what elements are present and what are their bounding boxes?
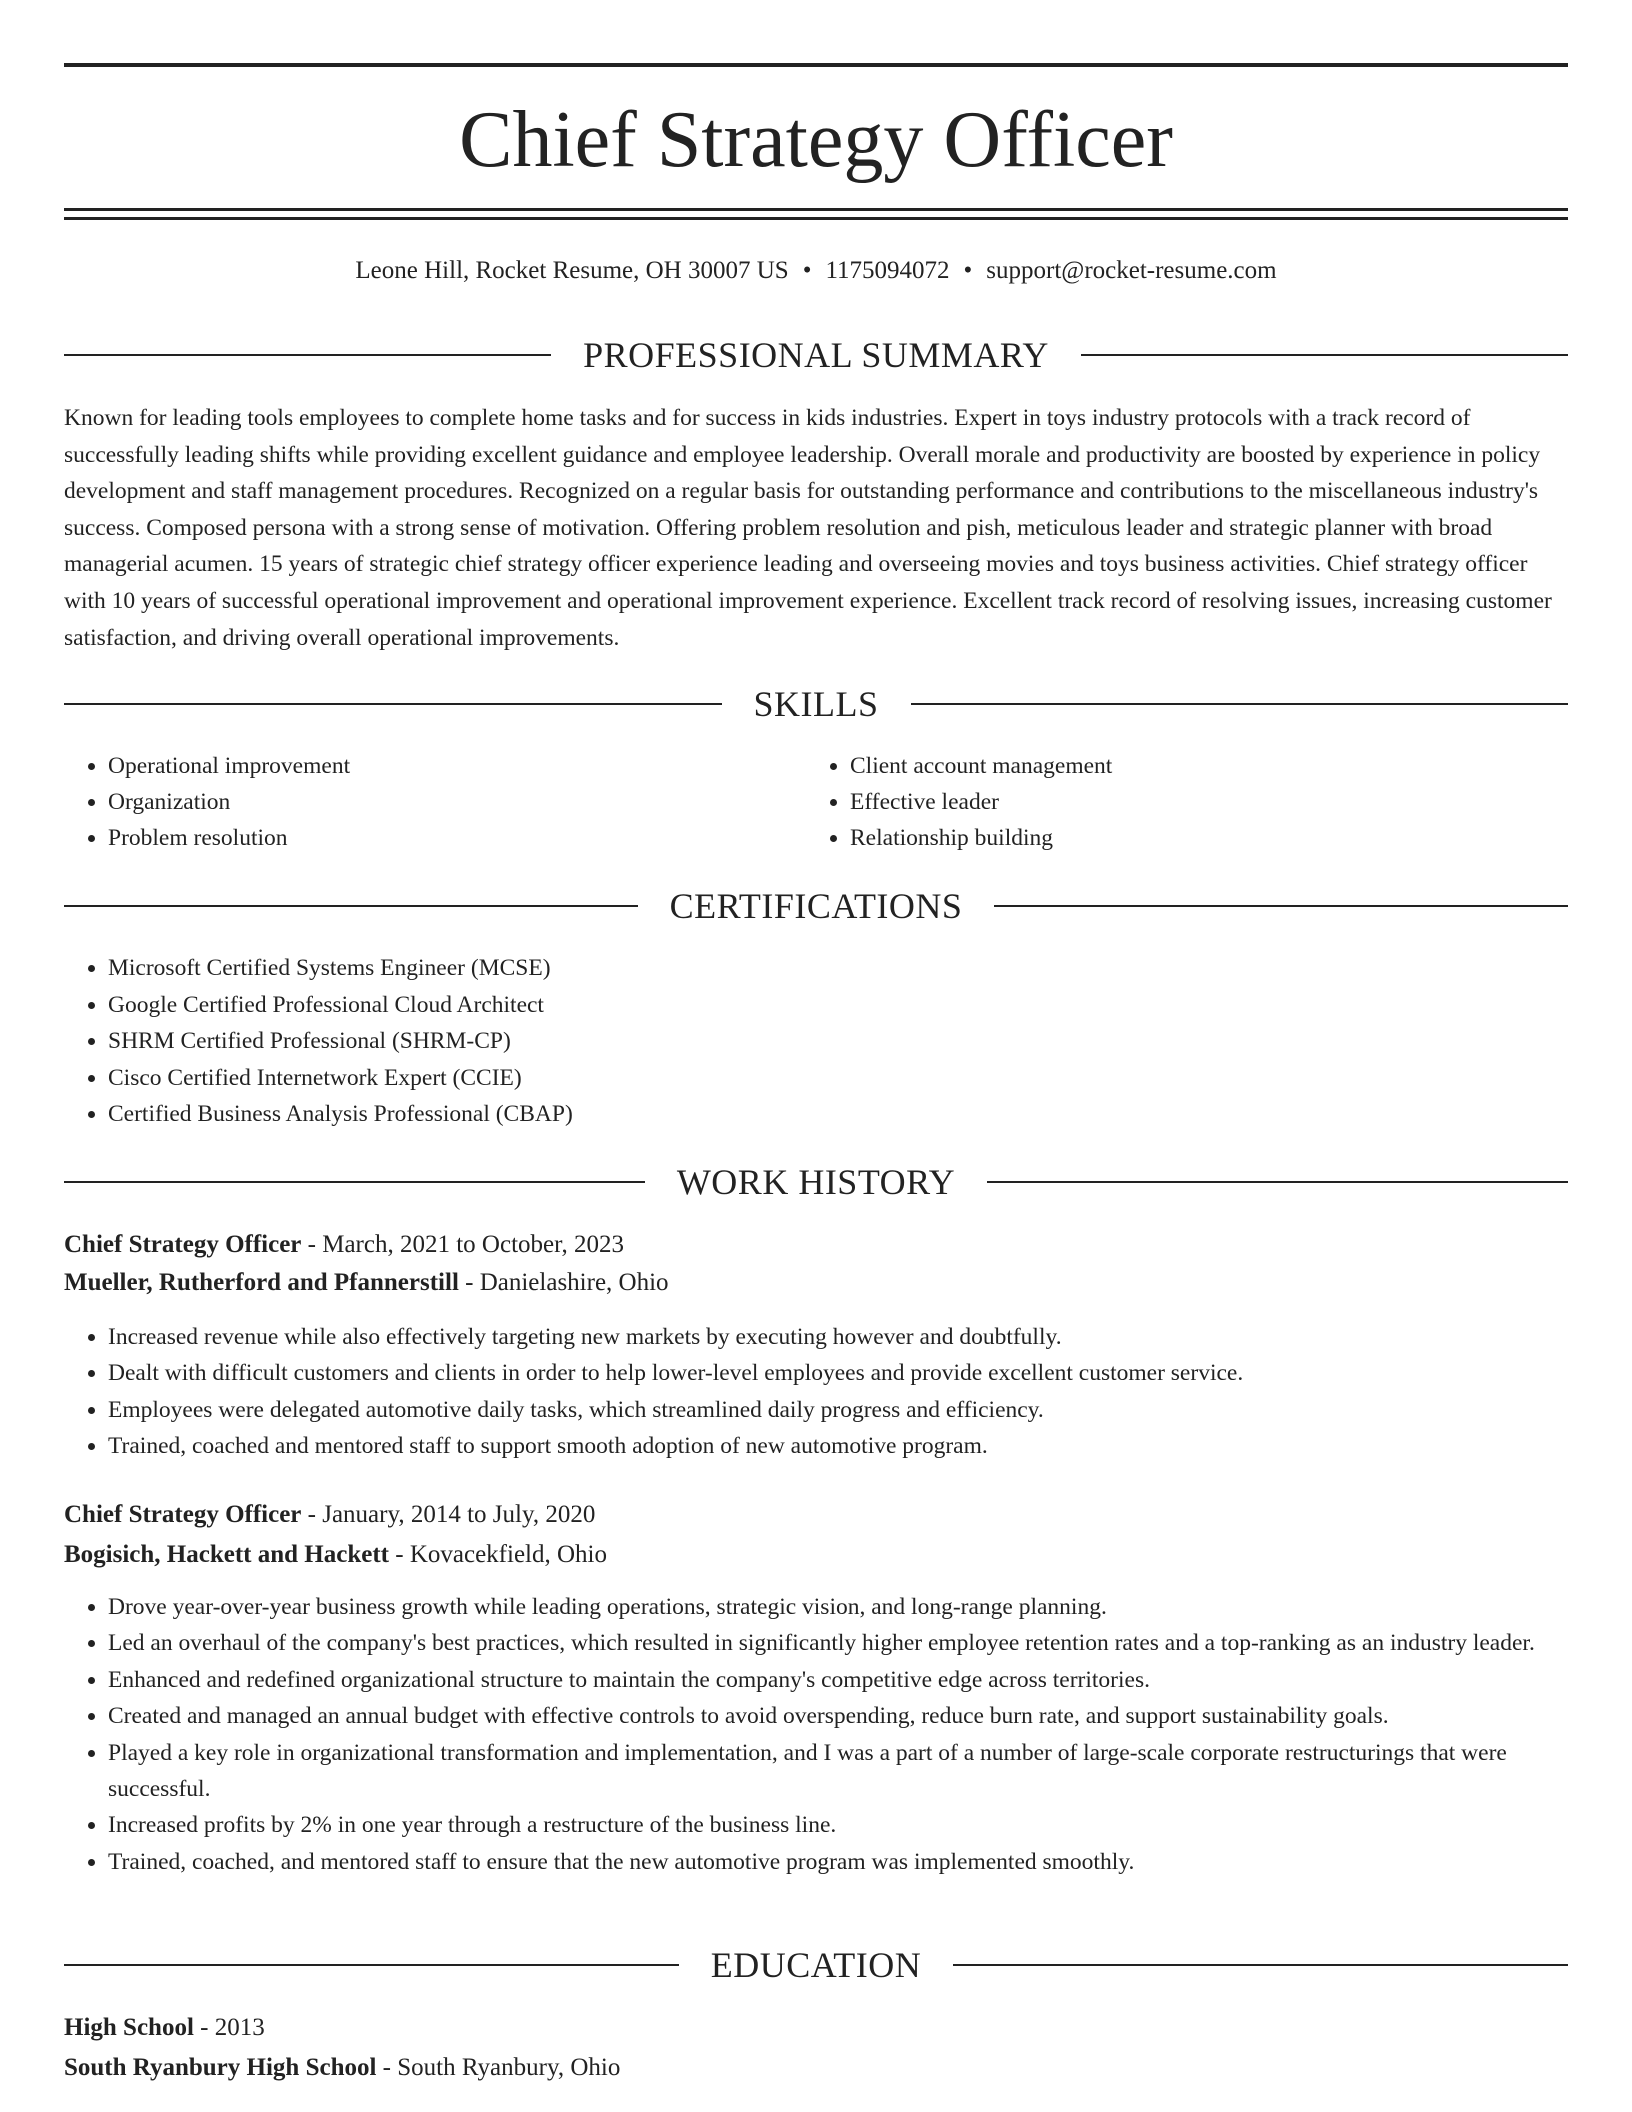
heading-rule xyxy=(1081,354,1568,356)
skills-heading xyxy=(64,682,1568,726)
skill-item: • Client account management xyxy=(850,748,1112,784)
top-rule xyxy=(64,63,1568,67)
job-location: - Danielashire, Ohio xyxy=(458,1269,669,1296)
job-company: Mueller, Rutherford and Pfannerstill xyxy=(64,1269,459,1296)
job-title: Chief Strategy Officer xyxy=(64,1231,302,1258)
contact-phone: 1175094072 xyxy=(825,257,950,284)
heading-rule xyxy=(911,703,1569,705)
education-degree-line xyxy=(64,2010,1568,2046)
job-bullet: • Created and managed an annual budget with effective controls to avoid overspending, reduce burn rate, and support sustainability goals. xyxy=(108,1698,1568,1734)
job-bullet: • Led an overhaul of the company's best practices, which resulted in significantly higher employee retention rates and a top-ranking as an industry leader. xyxy=(108,1625,1568,1661)
heading-rule xyxy=(64,354,551,356)
skill-item: • Relationship building xyxy=(850,820,1112,856)
job-bullet: • Increased revenue while also effectively targeting new markets by executing however and doubtfully. xyxy=(108,1319,1568,1355)
contact-line xyxy=(64,254,1568,288)
skill-item: • Organization xyxy=(108,784,350,820)
job-company-line xyxy=(64,1537,1568,1573)
job-bullet: • Trained, coached and mentored staff to support smooth adoption of new automotive program. xyxy=(108,1428,1568,1464)
summary-heading xyxy=(64,333,1568,377)
skills-right-column xyxy=(806,748,1112,856)
education-heading-label: EDUCATION xyxy=(710,1945,922,1985)
job-title: Chief Strategy Officer xyxy=(64,1501,302,1528)
skills-heading-label: SKILLS xyxy=(753,684,879,724)
contact-separator: • xyxy=(802,257,812,284)
summary-text: Known for leading tools employees to complete home tasks and for success in kids industries. Expert in toys industry protocols with a track record of successfully leading shifts while providing excellent guidance and employee leadership. Overall morale and productivity are boosted by experience in policy development and staff management procedures. Recognized on a regular basis for outstanding performance and contributions to the miscellaneous industry's success. Composed persona with a strong sense of motivation. Offering problem resolution and pish, meticulous leader and strategic planner with broad managerial acumen. 15 years of strategic chief strategy officer experience leading and overseeing movies and toys business activities. Chief strategy officer with 10 years of successful operational improvement and operational improvement experience. Excellent track record of resolving issues, increasing customer satisfaction, and driving overall operational improvements. xyxy=(64,405,1552,651)
job-company: Bogisich, Hackett and Hackett xyxy=(64,1541,389,1568)
contact-separator: • xyxy=(963,257,973,284)
skills-left-column xyxy=(64,748,350,856)
education-year: - 2013 xyxy=(193,2014,265,2041)
job-bullet: • Dealt with difficult customers and clients in order to help lower-level employees and provide excellent customer service. xyxy=(108,1355,1568,1391)
job-company-line xyxy=(64,1265,1568,1301)
job-dates: - January, 2014 to July, 2020 xyxy=(301,1501,596,1528)
job-title-line xyxy=(64,1497,1568,1533)
job-bullet: • Employees were delegated automotive daily tasks, which streamlined daily progress and efficiency. xyxy=(108,1392,1568,1428)
heading-rule xyxy=(987,1181,1568,1183)
heading-rule xyxy=(64,1181,645,1183)
title-double-rule xyxy=(64,208,1568,220)
job-bullet: • Trained, coached, and mentored staff to ensure that the new automotive program was implemented smoothly. xyxy=(108,1844,1568,1880)
job-bullets xyxy=(64,1319,1568,1465)
heading-rule xyxy=(64,703,722,705)
job-bullets xyxy=(64,1589,1568,1880)
certifications-heading xyxy=(64,884,1568,928)
certifications-list xyxy=(64,950,573,1133)
contact-email: support@rocket-resume.com xyxy=(986,257,1277,284)
certification-item: • Certified Business Analysis Professional (CBAP) xyxy=(108,1096,573,1133)
skill-item: • Operational improvement xyxy=(108,748,350,784)
job-bullet: • Increased profits by 2% in one year through a restructure of the business line. xyxy=(108,1807,1568,1843)
resume-title: Chief Strategy Officer xyxy=(459,96,1173,184)
work-heading-label: WORK HISTORY xyxy=(676,1162,956,1202)
education-location: - South Ryanbury, Ohio xyxy=(376,2054,621,2081)
work-heading xyxy=(64,1160,1568,1204)
heading-rule xyxy=(953,1964,1568,1966)
job-dates: - March, 2021 to October, 2023 xyxy=(301,1231,624,1258)
certification-item: • Google Certified Professional Cloud Architect xyxy=(108,987,573,1024)
education-heading xyxy=(64,1943,1568,1987)
heading-rule xyxy=(994,905,1568,907)
education-degree: High School xyxy=(64,2014,194,2041)
heading-rule xyxy=(64,1964,679,1966)
skill-item: • Problem resolution xyxy=(108,820,350,856)
job-location: - Kovacekfield, Ohio xyxy=(389,1541,607,1568)
job-title-line xyxy=(64,1227,1568,1263)
job-bullet: • Enhanced and redefined organizational structure to maintain the company's competitive edge across territories. xyxy=(108,1662,1568,1698)
certification-item: • SHRM Certified Professional (SHRM-CP) xyxy=(108,1023,573,1060)
education-school: South Ryanbury High School xyxy=(64,2054,377,2081)
education-school-line xyxy=(64,2050,1568,2086)
heading-rule xyxy=(64,905,638,907)
certifications-heading-label: CERTIFICATIONS xyxy=(669,886,963,926)
skill-item: • Effective leader xyxy=(850,784,1112,820)
job-bullet: • Played a key role in organizational transformation and implementation, and I was a part of a number of large-scale corporate restructurings that were successful. xyxy=(108,1735,1568,1808)
job-bullet: • Drove year-over-year business growth while leading operations, strategic vision, and long-range planning. xyxy=(108,1589,1568,1625)
summary-heading-label: PROFESSIONAL SUMMARY xyxy=(583,335,1049,375)
contact-address: Leone Hill, Rocket Resume, OH 30007 US xyxy=(355,257,789,284)
certification-item: • Microsoft Certified Systems Engineer (MCSE) xyxy=(108,950,573,987)
certification-item: • Cisco Certified Internetwork Expert (CCIE) xyxy=(108,1060,573,1097)
